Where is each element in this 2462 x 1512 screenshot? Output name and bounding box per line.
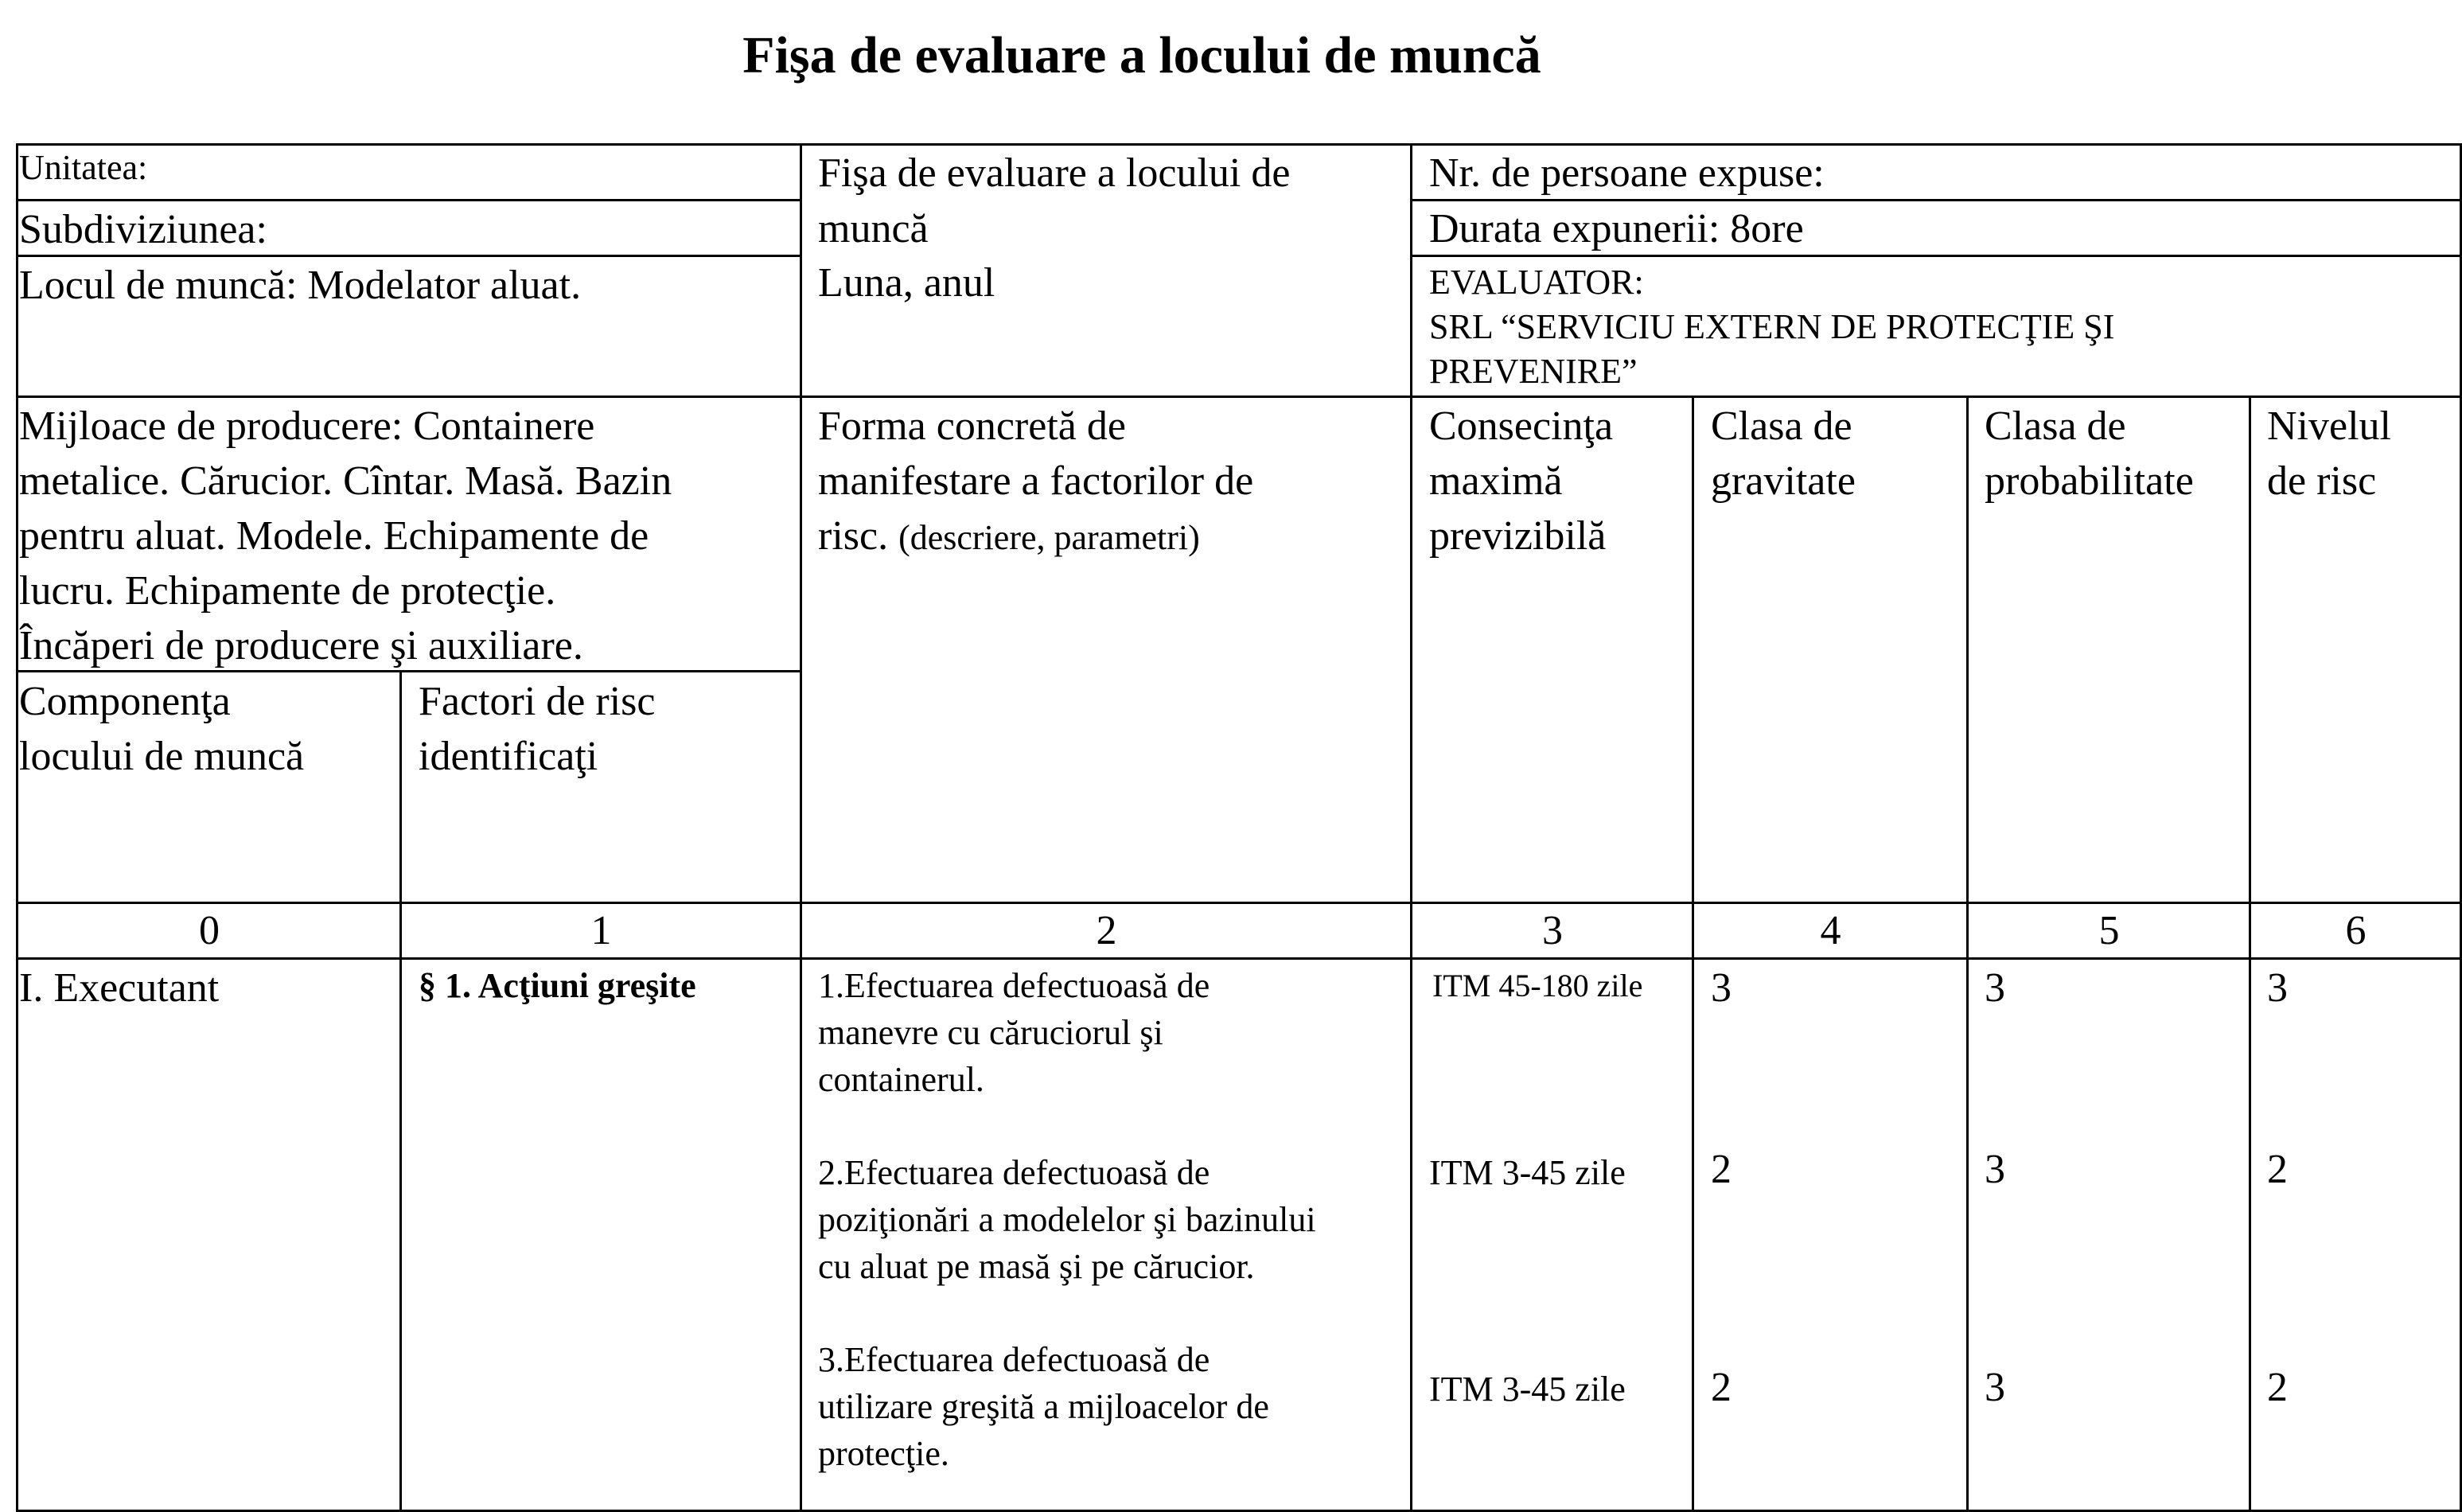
risk-description-line: containerul. <box>818 1060 984 1099</box>
forma-header-line3 <box>818 509 1200 563</box>
column-number: 5 <box>2098 908 2120 953</box>
risk-level-value: 2 <box>2267 1147 2288 1192</box>
fisa-label-line2: muncă <box>818 206 929 251</box>
probabilitate-header-line1: Clasa de <box>1985 403 2126 449</box>
durata-expunerii-label: Durata expunerii: 8ore <box>1429 206 1804 251</box>
column-number: 6 <box>2345 908 2367 953</box>
page-title: Fişa de evaluare a locului de muncă <box>742 26 1541 84</box>
risk-factor-actiuni-gresite: § 1. Acţiuni greşite <box>419 966 696 1005</box>
nivel-header-line2: de risc <box>2267 458 2377 504</box>
probability-value: 3 <box>1985 965 2005 1011</box>
risk-description-line: poziţionări a modelelor şi bazinului <box>818 1200 1316 1239</box>
consequence-value: ITM 3-45 zile <box>1429 1370 1626 1409</box>
col-divider-0-1 <box>399 670 402 1512</box>
col-divider-2-3 <box>1410 143 1412 1512</box>
probability-value: 3 <box>1985 1147 2005 1192</box>
gravity-value: 3 <box>1711 965 1732 1011</box>
probabilitate-header-line2: probabilitate <box>1985 458 2194 504</box>
mijloace-line: lucru. Echipamente de protecţie. <box>19 568 556 614</box>
locul-de-munca-label: Locul de muncă: Modelator aluat. <box>19 263 582 308</box>
column-number: 4 <box>1820 908 1841 953</box>
consecinta-header-line2: maximă <box>1429 458 1563 504</box>
mijloace-line: pentru aluat. Modele. Echipamente de <box>19 513 649 559</box>
table-border-left <box>16 143 18 1512</box>
probability-value: 3 <box>1985 1365 2005 1410</box>
column-number: 3 <box>1542 908 1563 953</box>
mijloace-line: Încăperi de producere şi auxiliare. <box>19 623 583 668</box>
gravity-value: 2 <box>1711 1365 1732 1410</box>
risk-description-line: 1.Efectuarea defectuoasă de <box>818 966 1210 1005</box>
risk-description-line: 3.Efectuarea defectuoasă de <box>818 1340 1210 1379</box>
mijloace-line: metalice. Cărucior. Cîntar. Masă. Bazin <box>19 458 672 504</box>
componenta-header-line2: locului de muncă <box>19 734 305 779</box>
risk-description-line: 2.Efectuarea defectuoasă de <box>818 1153 1210 1192</box>
consequence-value: ITM 45-180 zile <box>1432 968 1643 1003</box>
gravitate-header-line1: Clasa de <box>1711 403 1852 449</box>
risk-description-line: cu aluat pe masă şi pe cărucior. <box>818 1247 1255 1286</box>
factori-header-line2: identificaţi <box>419 734 598 779</box>
subdiviziunea-label: Subdiviziunea: <box>19 207 267 252</box>
col-divider-1-2 <box>800 143 802 1512</box>
factori-header-line1: Factori de risc <box>419 679 656 724</box>
consecinta-header-line1: Consecinţa <box>1429 403 1614 449</box>
componenta-header-line1: Componenţa <box>19 679 231 724</box>
evaluator-name-line1: SRL “SERVICIU EXTERN DE PROTECŢIE ŞI <box>1429 307 2115 346</box>
component-executant: I. Executant <box>19 965 220 1011</box>
table-border-top <box>16 143 2462 146</box>
consecinta-header-line3: previzibilă <box>1429 513 1607 559</box>
forma-header-risc: risc. <box>818 513 899 559</box>
row-divider-unitatea <box>16 199 802 201</box>
gravity-value: 2 <box>1711 1147 1732 1192</box>
evaluator-name-line2: PREVENIRE” <box>1429 352 1638 391</box>
forma-header-line1: Forma concretă de <box>818 403 1126 449</box>
evaluator-label: EVALUATOR: <box>1429 263 1644 302</box>
risk-level-value: 2 <box>2267 1365 2288 1410</box>
gravitate-header-line2: gravitate <box>1711 458 1856 504</box>
nr-persoane-label: Nr. de persoane expuse: <box>1429 150 1825 196</box>
forma-header-line2: manifestare a factorilor de <box>818 458 1254 504</box>
column-number: 0 <box>199 908 220 953</box>
mijloace-line: Mijloace de producere: Containere <box>19 403 595 449</box>
risk-level-value: 3 <box>2267 965 2288 1011</box>
header-bottom-border <box>16 396 2462 398</box>
risk-description-line: utilizare greşită a mijloacelor de <box>818 1387 1269 1426</box>
nivel-header-line1: Nivelul <box>2267 403 2391 449</box>
risk-description-line: protecţie. <box>818 1434 949 1473</box>
column-number: 2 <box>1096 908 1117 953</box>
column-number: 1 <box>590 908 612 953</box>
unitatea-label: Unitatea: <box>19 148 148 187</box>
risk-description-line: manevre cu căruciorul şi <box>818 1013 1163 1052</box>
luna-anul-label: Luna, anul <box>818 260 995 306</box>
forma-header-note: (descriere, parametri) <box>898 518 1200 557</box>
consequence-value: ITM 3-45 zile <box>1429 1153 1626 1192</box>
fisa-label-line1: Fişa de evaluare a locului de <box>818 150 1291 196</box>
